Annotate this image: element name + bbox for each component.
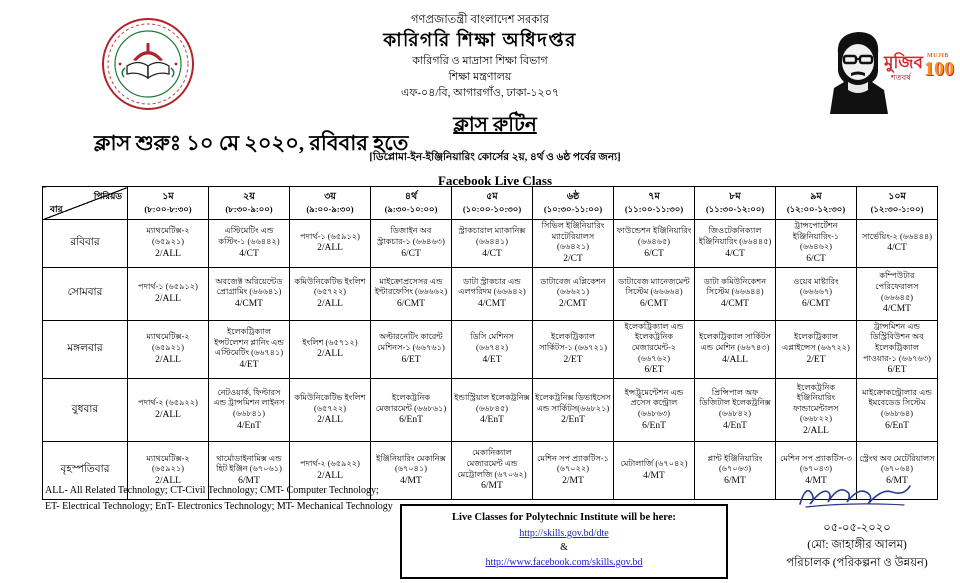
day-row-3 — [43, 320, 938, 378]
routine-cell — [452, 379, 533, 442]
group-text: 6/CT — [644, 248, 664, 259]
period-time: (১০:৩০-১১:০০) — [543, 203, 603, 214]
day-name: বুধবার — [43, 379, 128, 442]
period-label: ৪র্থ — [404, 192, 418, 203]
routine-cell — [533, 442, 614, 500]
routine-cell — [209, 267, 290, 320]
signature-date: ০৫-০৫-২০২০ — [823, 522, 891, 534]
routine-cell — [452, 442, 533, 500]
group-text: 2/CMT — [559, 299, 587, 310]
period-header-3 — [290, 187, 371, 220]
group-text: 2/CT — [563, 253, 583, 264]
routine-cell — [209, 320, 290, 378]
routine-cell — [533, 379, 614, 442]
group-text: 6/EnT — [642, 420, 666, 431]
group-text: 4/MT — [400, 475, 422, 486]
technology-legend — [45, 483, 393, 514]
group-text: 2/ALL — [155, 248, 181, 259]
group-text: 4/CMT — [235, 299, 263, 310]
group-text: 6/ET — [644, 365, 664, 376]
period-time: (৮:৩০-৯:০০) — [225, 203, 273, 214]
routine-cell — [857, 320, 938, 378]
period-time: (১১:৩০-১২:০০) — [705, 203, 765, 214]
day-name: মঙ্গলবার — [43, 320, 128, 378]
group-text: 4/CT — [725, 248, 745, 259]
routine-cell — [776, 320, 857, 378]
directorate-name: কারিগরি শিক্ষা অধিদপ্তর — [383, 30, 577, 51]
routine-cell — [452, 220, 533, 268]
routine-cell — [695, 379, 776, 442]
group-text: 6/CMT — [397, 299, 425, 310]
routine-cell — [533, 220, 614, 268]
routine-cell — [533, 267, 614, 320]
page-title: ক্লাস রুটিন — [453, 114, 537, 136]
group-text: 2/ALL — [317, 470, 343, 481]
subject-text: অল্টারনেটিং কারেন্ট মেশিনস-১ (৬৬৭৬১) — [377, 332, 445, 353]
subject-text: ডিজাইন অব স্ট্রাকচার-১ (৬৬৪৬৩) — [377, 226, 445, 246]
subject-text: মেশিন সপ প্র্যাকটিস-৩ (৬৭০৪৩) — [780, 453, 852, 474]
routine-cell — [128, 220, 209, 268]
subject-text: ডিসি মেশিনস (৬৬৭৪২) — [470, 332, 514, 353]
subject-text: সার্ভেয়িং-২ (৬৬৪৪৪) — [862, 231, 932, 241]
group-text: 6/CT — [401, 248, 421, 259]
routine-cell — [290, 220, 371, 268]
routine-cell — [614, 442, 695, 500]
routine-cell — [776, 267, 857, 320]
period-time: (১২:০০-১২:৩০) — [786, 203, 846, 214]
period-label: ৮ম — [729, 192, 741, 203]
subject-text: প্রিন্সিপাল অফ ডিজিটাল ইলেকট্রনিক্স (৬৬৮৪২) — [699, 387, 771, 419]
subject-text: মেকানিক্যাল মেজারমেন্ট এন্ড মেট্রোলজি (৬৭০৬২) — [457, 448, 527, 479]
group-text: 2/ALL — [317, 415, 343, 426]
routine-cell — [857, 220, 938, 268]
course-subtitle: [ডিপ্লোমা-ইন-ইঞ্জিনিয়ারিং কোর্সের ২য়, ৪র্থ ও ৬ষ্ঠ পর্বের জন্য] — [369, 152, 621, 163]
period-header-2 — [209, 187, 290, 220]
subject-text: ইলেকট্রনিক্স ডিভাইসেস এন্ড সার্কিটস(৬৬৮২১) — [535, 393, 611, 413]
period-label: ৫ম — [486, 192, 498, 203]
subject-text: স্ট্রাকচারাল ম্যাকানিক্স (৬৬৪৪১) — [458, 226, 526, 246]
subject-text: ম্যাথমেটিক্স-২ (৬৫৯২১) — [146, 226, 190, 246]
subject-text: জিওটেকনিক্যাল ইঞ্জিনিয়ারিং (৬৬৪৪৫) — [698, 226, 772, 246]
period-header-10 — [857, 187, 938, 220]
routine-cell — [371, 379, 452, 442]
period-header-5 — [452, 187, 533, 220]
live-class-box — [400, 504, 728, 579]
subject-text: সিভিল ইঞ্জিনিয়ারিং ম্যাটেরিয়ালস (৬৬৪২১) — [541, 221, 605, 252]
period-time: (১১:০০-১১:৩০) — [624, 203, 684, 214]
subject-text: ডাটাবেজ এপ্লিকেশন (৬৬৬২১) — [540, 276, 606, 297]
routine-table — [42, 186, 938, 500]
subject-text: নেটওয়ার্ক, ফিল্টারস এন্ড ট্রান্সমিশন লাইনস (৬৬৮৪১) — [213, 387, 285, 419]
routine-cell — [128, 320, 209, 378]
routine-cell — [290, 379, 371, 442]
routine-cell — [290, 267, 371, 320]
subject-text: ডাটা স্ট্রাকচার এন্ড এলগরিদম (৬৬৬৪২) — [458, 276, 526, 297]
subject-text: ইলেকট্রিক্যাল এন্ড ইলেকট্রনিক মেজারমেন্ট-২ (৬৬৭৬২) — [624, 321, 684, 363]
corner-period-label: পিরিয়ড — [93, 191, 122, 201]
group-text: 6/ET — [401, 354, 421, 365]
group-text: 2/ALL — [155, 410, 181, 421]
group-text: 6/MT — [724, 475, 746, 486]
routine-cell — [533, 320, 614, 378]
group-text: 4/ALL — [722, 354, 748, 365]
group-text: 4/EnT — [480, 415, 504, 426]
group-text: 2/ALL — [317, 349, 343, 360]
group-text: 6/ET — [887, 365, 907, 376]
period-label: ৬ষ্ঠ — [566, 192, 580, 203]
period-header-6 — [533, 187, 614, 220]
mujib-100-text: 100 — [924, 58, 954, 80]
subject-text: কমিউনিকেটিভ ইংলিশ (৬৫৭২২) — [294, 393, 366, 413]
facebook-live-label: Facebook Live Class — [437, 173, 553, 188]
day-row-4 — [43, 379, 938, 442]
corner-cell — [43, 187, 128, 220]
subject-text: অবজেক্ট অরিয়েন্টেড প্রোগ্রামিং (৬৬৬৪১) — [215, 276, 283, 297]
subject-text: থার্মোডাইনামিক্স এন্ড হিট ইঞ্জিন (৬৭০৬১) — [216, 453, 282, 474]
letterhead — [0, 13, 960, 102]
group-text: 6/CT — [806, 253, 826, 264]
routine-cell — [371, 267, 452, 320]
group-text: 4/ET — [239, 360, 259, 371]
routine-cell — [695, 267, 776, 320]
subject-text: মাইক্রোকন্ট্রোলার এন্ড ইমবেডেড সিস্টেম (৬৬৮৬৪) — [862, 387, 932, 419]
legend-line-1: ALL- All Related Technology; CT-Civil Technology; CMT- Computer Technology; — [45, 485, 379, 496]
group-text: 4/CMT — [478, 299, 506, 310]
subject-text: ফাউন্ডেশন ইঞ্জিনিয়ারিং (৬৬৪৬৫) — [616, 226, 692, 246]
subject-text: স্ট্রেংথ অব মেটেরিয়ালস (৬৭০৬৪) — [859, 453, 935, 474]
group-text: 4/EnT — [237, 420, 261, 431]
period-label: ১০ম — [888, 192, 906, 203]
period-header-4 — [371, 187, 452, 220]
signatory-name: (মো: জাহাঙ্গীর আলম) — [807, 539, 907, 552]
subject-text: ট্রান্সমিশন এন্ড ডিস্ট্রিবিউশন অব ইলেকট্রিক্যাল পাওয়ার-১ (৬৬৭৬৩) — [863, 321, 931, 363]
subject-text: কমিউনিকেটিভ ইংলিশ (৬৫৭২২) — [294, 276, 366, 297]
group-text: 6/CMT — [640, 299, 668, 310]
period-time: (১২:৩০-১:০০) — [870, 203, 924, 214]
group-text: 6/MT — [238, 475, 260, 486]
group-text: 4/MT — [643, 470, 665, 481]
subject-text: ডাটা কমিউনিকেশন সিস্টেম (৬৬৬৪৪) — [703, 276, 767, 297]
day-name: রবিবার — [43, 220, 128, 268]
subject-text: ইন্সট্রুমেন্টেশন এন্ড প্রসেস কন্ট্রোল (৬৬৮৬৩) — [624, 387, 684, 419]
period-header-8 — [695, 187, 776, 220]
routine-cell — [776, 220, 857, 268]
subject-text: প্লান্ট ইঞ্জিনিয়ারিং (৬৭০৬৩) — [707, 453, 763, 474]
period-label: ২য় — [243, 192, 255, 203]
government-line: গণপ্রজাতন্ত্রী বাংলাদেশ সরকার — [410, 14, 550, 26]
group-text: 2/ALL — [155, 475, 181, 486]
period-time: (৮:০০-৮:৩০) — [144, 203, 192, 214]
group-text: 2/EnT — [561, 415, 585, 426]
routine-cell — [371, 320, 452, 378]
period-header-7 — [614, 187, 695, 220]
routine-cell — [776, 379, 857, 442]
subject-text: এস্টিমেটিং এন্ড কস্টিং-১ (৬৬৪৪২) — [218, 226, 280, 246]
group-text: 6/EnT — [399, 415, 423, 426]
subject-text: ইলেকট্রনিক মেজারমেন্ট (৬৬৮৬১) — [375, 393, 447, 413]
group-text: 2/ALL — [317, 243, 343, 254]
routine-cell — [695, 220, 776, 268]
routine-title-block — [320, 110, 670, 189]
group-text: 4/CT — [239, 248, 259, 259]
period-header-row — [43, 187, 938, 220]
subject-text: ইলেকট্রিক্যাল সার্কিটস-১ (৬৬৭২১) — [539, 332, 607, 353]
period-time: (৯:৩০-১০:০০) — [384, 203, 438, 214]
routine-cell — [614, 220, 695, 268]
period-label: ৯ম — [810, 192, 822, 203]
group-text: 2/ET — [806, 354, 826, 365]
day-name: সোমবার — [43, 267, 128, 320]
period-label: ৩য় — [324, 192, 336, 203]
routine-cell — [695, 320, 776, 378]
group-text: 6/MT — [886, 475, 908, 486]
subject-text: ইন্ডাস্ট্রিয়াল ইলেকট্রনিক্স (৬৬৮৪৫) — [454, 393, 530, 413]
routine-cell — [128, 379, 209, 442]
mujib-english-text: MUJIB — [927, 53, 949, 59]
routine-cell — [614, 267, 695, 320]
subject-text: ম্যাথমেটিক্স-২ (৬৫৯২১) — [146, 453, 190, 474]
subject-text: ইলেকট্রনিক ইঞ্জিনিয়ারিং ফান্ডামেন্টালস (৬৬৮২২) — [793, 382, 839, 424]
routine-cell — [290, 320, 371, 378]
group-text: 2/MT — [562, 475, 584, 486]
live-class-heading: Live Classes for Polytechnic Institute will be here: — [452, 512, 676, 523]
ministry-line: শিক্ষা মন্ত্রণালয় — [448, 70, 512, 83]
group-text: 2/ALL — [803, 426, 829, 437]
routine-cell — [452, 267, 533, 320]
period-header-1 — [128, 187, 209, 220]
subject-text: ইঞ্জিনিয়ারিং মেকানিক্স (৬৭০৪১) — [376, 453, 446, 474]
signature-block — [762, 478, 952, 572]
period-time: (১০:০০-১০:৩০) — [462, 203, 522, 214]
routine-cell — [209, 220, 290, 268]
group-text: 2/ALL — [155, 293, 181, 304]
class-start-note: ক্লাস শুরুঃ ১০ মে ২০২০, রবিবার হতে — [94, 131, 409, 155]
routine-cell — [614, 379, 695, 442]
subject-text: মেটালার্জি (৬৭০৪২) — [620, 458, 688, 468]
subject-text: ইংলিশ (৬৫৭১২) — [302, 337, 358, 347]
address-line: এফ-০৪/বি, আগারগাঁও, ঢাকা-১২০৭ — [400, 86, 560, 99]
period-label: ১ম — [162, 192, 174, 203]
period-time: (৯:০০-৯:৩০) — [306, 203, 354, 214]
group-text: 4/CT — [482, 248, 502, 259]
mujib-bangla-text: মুজিব — [884, 53, 923, 72]
subject-text: পদার্থ-১ (৬৫৯১২) — [300, 231, 360, 241]
period-header-9 — [776, 187, 857, 220]
routine-cell — [452, 320, 533, 378]
day-row-2 — [43, 267, 938, 320]
signatory-designation: পরিচালক (পরিকল্পনা ও উন্নয়ন) — [786, 556, 928, 569]
routine-cell — [614, 320, 695, 378]
group-text: 6/EnT — [885, 420, 909, 431]
routine-cell — [128, 267, 209, 320]
group-text: 2/ET — [563, 354, 583, 365]
subject-text: ম্যাথমেটিক্স-২ (৬৫৯২১) — [146, 332, 190, 353]
group-text: 2/ALL — [155, 354, 181, 365]
corner-day-label: বার — [50, 204, 63, 214]
period-label: ৭ম — [648, 192, 660, 203]
subject-text: কম্পিউটার পেরিফেরালস (৬৬৬৪৫) — [875, 271, 919, 302]
routine-cell — [209, 379, 290, 442]
group-text: 4/CT — [887, 243, 907, 254]
subject-text: পদার্থ-২ (৬৫৯২২) — [138, 398, 198, 408]
subject-text: ইলেকট্রিক্যাল ইন্সটলেশন প্লানিং এন্ড এস্টিমেটিং (৬৬৭৪১) — [214, 327, 284, 358]
routine-cell — [857, 379, 938, 442]
group-text: 4/EnT — [723, 420, 747, 431]
day-row-1 — [43, 220, 938, 268]
group-text: 4/CMT — [883, 304, 911, 315]
signature-icon — [792, 478, 922, 514]
group-text: 6/CMT — [802, 299, 830, 310]
subject-text: মাইক্রোপ্রসেসর এন্ড ইন্টারফেসিং (৬৬৬৬২) — [374, 276, 448, 297]
ampersand-text: & — [560, 541, 568, 553]
subject-text: ইলেকট্রিক্যাল সার্কিটস এন্ড মেশিন (৬৬৭৪৩) — [699, 332, 771, 353]
day-name: বৃহস্পতিবার — [43, 442, 128, 500]
subject-text: ইলেকট্রিক্যাল এপ্লাইন্সেস (৬৬৭২২) — [782, 332, 850, 353]
subject-text: ডাটাবেজ ম্যানেজমেন্ট সিস্টেম (৬৬৬৬৪) — [618, 276, 690, 297]
group-text: 4/MT — [805, 475, 827, 486]
legend-line-2: ET- Electrical Technology; EnT- Electronics Technology; MT- Mechanical Technology — [45, 500, 393, 512]
subject-text: পদার্থ-২ (৬৫৯২২) — [300, 458, 360, 468]
division-line: কারিগরি ও মাদ্রাসা শিক্ষা বিভাগ — [412, 54, 548, 67]
shatoborsho-text: শতবর্ষ — [891, 73, 911, 82]
skills-gov-link[interactable]: http://skills.gov.bd/dte — [519, 527, 609, 539]
group-text: 4/CMT — [721, 299, 749, 310]
subject-text: ওয়েব মাষ্টারিং (৬৬৬৬৭) — [793, 276, 839, 297]
mujib-portrait-icon — [828, 26, 890, 114]
group-text: 4/ET — [482, 354, 502, 365]
subject-text: পদার্থ-১ (৬৫৯১২) — [138, 282, 198, 292]
group-text: 6/MT — [481, 481, 503, 492]
subject-text: মেশিন সপ প্র্যাকটিস-১ (৬৭০২২) — [537, 453, 609, 474]
routine-cell — [371, 220, 452, 268]
facebook-link[interactable]: http://www.facebook.com/skills.gov.bd — [485, 556, 643, 568]
subject-text: ট্রান্সপোর্টেশন ইঞ্জিনিয়ারিং-১ (৬৬৪৬২) — [792, 221, 840, 252]
group-text: 2/ALL — [317, 299, 343, 310]
routine-cell — [857, 267, 938, 320]
mujib-100-logo — [828, 22, 953, 117]
